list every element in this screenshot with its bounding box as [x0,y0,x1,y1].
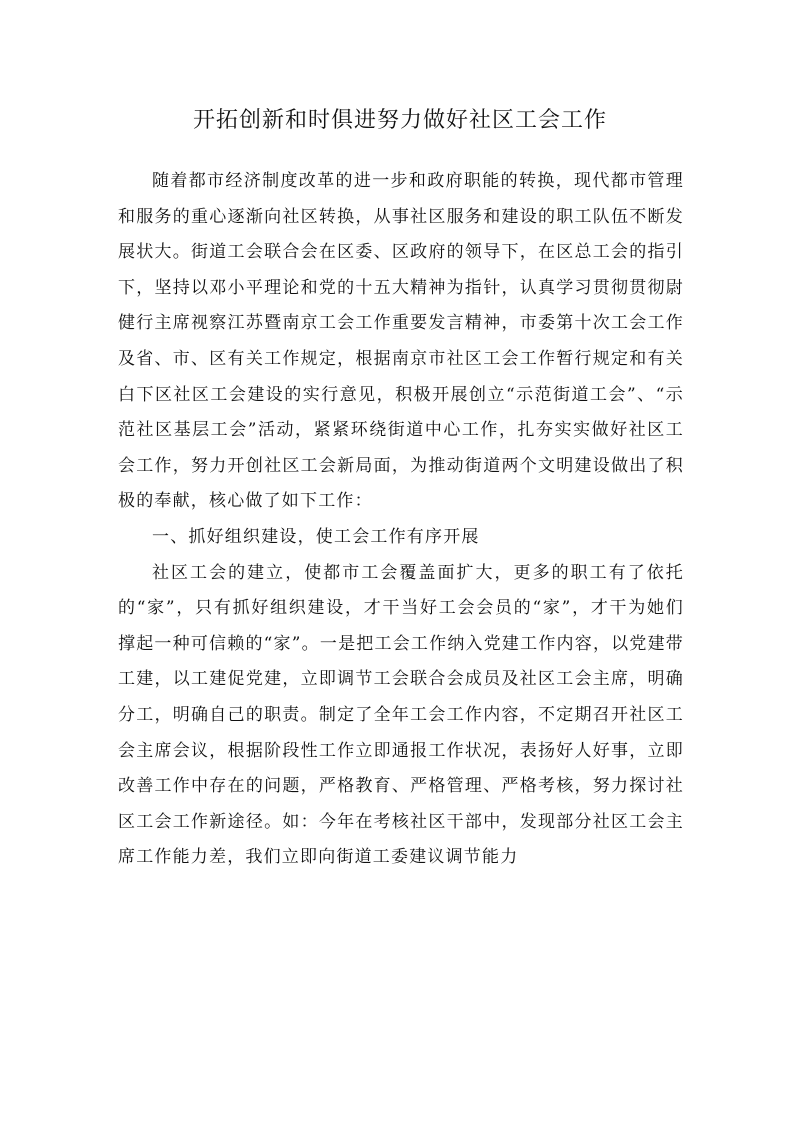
section-heading-1: 一、抓好组织建设，使工会工作有序开展 [152,526,480,547]
body-paragraph-2: 社区工会的建立，使都市工会覆盖面扩大，更多的职工有了依托的“家”，只有抓好组织建设，才干当好工会会员的“家”，才干为她们撑起一种可信赖的“家”。一是把工会工作纳入党建工作内容，以党建带工建，以工建促党建，立即调节工会联合会成员及社区工会主席，明确分工，明确自己的职责。制定了全年工会工作内容，不定期召开社区工会主席会议，根据阶段性工作立即通报工作状况，表扬好人好事，立即改善工作中存在的问题，严格教育、严格管理、严格考核，努力探讨社区工会工作新途径。如：今年在考核社区干部中，发现部分社区工会主席工作能力差，我们立即向街道工委建议调节能力 [118,562,684,868]
body-paragraph-1: 随着都市经济制度改革的进一步和政府职能的转换，现代都市管理和服务的重心逐渐向社区转换，从事社区服务和建设的职工队伍不断发展状大。街道工会联合会在区委、区政府的领导下，在区总工会的指引下，坚持以邓小平理论和党的十五大精神为指针，认真学习贯彻贯彻尉健行主席视察江苏暨南京工会工作重要发言精神，市委第十次工会工作及省、市、区有关工作规定，根据南京市社区工会工作暂行规定和有关白下区社区工会建设的实行意见，积极开展创立“示范街道工会”、“示范社区基层工会”活动，紧紧环绕街道中心工作，扎夯实实做好社区工会工作，努力开创社区工会新局面，为推动街道两个文明建设做出了积极的奉献，核心做了如下工作： [118,171,684,512]
document-body [118,164,684,876]
document-title: 开拓创新和时俱进努力做好社区工会工作 [192,108,607,133]
